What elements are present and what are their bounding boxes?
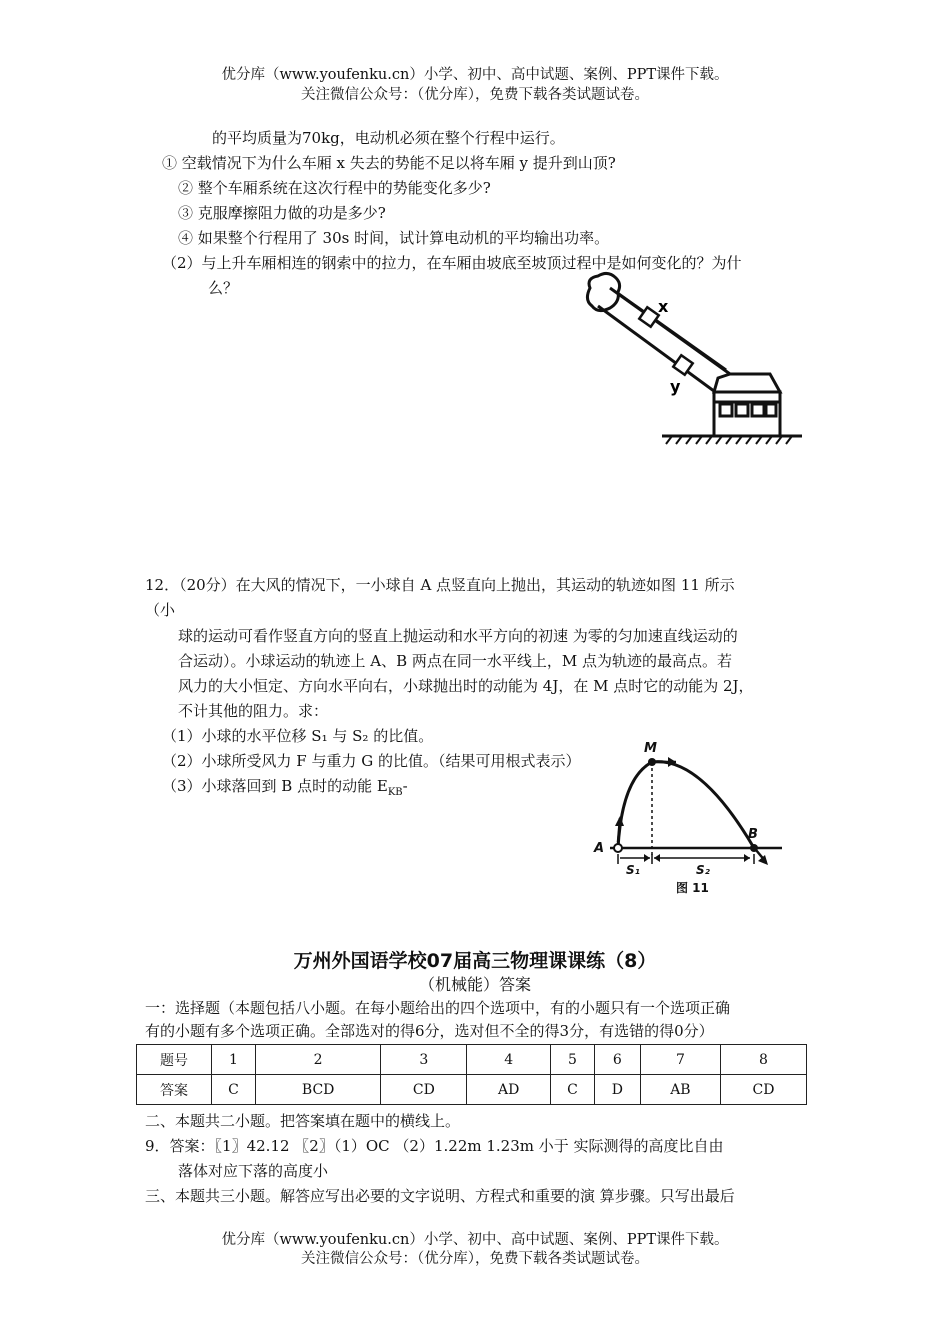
table-cell: C xyxy=(212,1075,256,1105)
table-cell: 7 xyxy=(640,1045,720,1075)
header-line-2: 关注微信公众号：（优分库），免费下载各类试题试卷。 xyxy=(301,87,649,103)
table-header-number: 题号 xyxy=(137,1045,212,1075)
trajectory-figure xyxy=(590,738,790,898)
q12-line-2: 球的运动可看作竖直方向的竖直上抛运动和水平方向的初速 为零的匀加速直线运动的 xyxy=(178,627,738,645)
q11-continuation: 的平均质量为70kg，电动机必须在整个行程中运行。 xyxy=(212,129,565,147)
q12-line-3: 合运动）。小球运动的轨迹上 A、B 两点在同一水平线上，M 点为轨迹的最高点。若 xyxy=(178,652,733,670)
cable-car-figure xyxy=(580,270,810,450)
q12-part-2: （2）小球所受风力 F 与重力 G 的比值。（结果可用根式表示） xyxy=(162,752,581,770)
section-2: 二、本题共二小题。把答案填在题中的横线上。 xyxy=(145,1112,461,1130)
car-x-label: x xyxy=(658,297,669,316)
label-S1: S₁ xyxy=(626,863,640,877)
q11-sub-1: ① 空载情况下为什么车厢 x 失去的势能不足以将车厢 y 提升到山顶? xyxy=(162,154,616,172)
q11-part-2-cont: 么？ xyxy=(208,279,239,297)
table-cell: 6 xyxy=(594,1045,640,1075)
table-cell: 5 xyxy=(551,1045,595,1075)
table-cell: D xyxy=(594,1075,640,1105)
answer-title: 万州外国语学校07届高三物理课课练（8） xyxy=(293,950,657,972)
label-M: M xyxy=(644,741,657,756)
q12-line-5: 不计其他的阻力。求： xyxy=(178,702,329,720)
section-1-line-2: 有的小题有多个选项正确。全部选对的得6分，选对但不全的得3分，有选错的得0分） xyxy=(145,1022,714,1040)
table-cell: 4 xyxy=(467,1045,551,1075)
section-3: 三、本题共三小题。解答应写出必要的文字说明、方程式和重要的演 算步骤。只写出最后 xyxy=(145,1187,735,1205)
car-y-label: y xyxy=(670,377,681,396)
table-header-answer: 答案 xyxy=(137,1075,212,1105)
label-A: A xyxy=(594,841,605,856)
table-row-numbers xyxy=(137,1045,807,1075)
table-cell: 8 xyxy=(721,1045,807,1075)
table-cell: 1 xyxy=(212,1045,256,1075)
q12-line-1b: （小 xyxy=(145,601,176,619)
answer-9-line-1: 9．答案：〖1〗42.12 〖2〗（1）OC （2）1.22m 1.23m 小于 实际测得的高度比自由 xyxy=(145,1137,724,1155)
table-cell: AD xyxy=(467,1075,551,1105)
table-cell: 2 xyxy=(255,1045,380,1075)
table-row-answers xyxy=(137,1075,807,1105)
answer-table xyxy=(136,1044,807,1105)
footer-line-1: 优分库（www.youfenku.cn）小学、初中、高中试题、案例、PPT课件下载。 xyxy=(221,1232,729,1248)
table-cell: 3 xyxy=(381,1045,467,1075)
q12-line-1: 12．（20分）在大风的情况下，一小球自 A 点竖直向上抛出，其运动的轨迹如图 11 所示 xyxy=(145,576,735,594)
section-1-line-1: 一：选择题（本题包括八小题。在每小题给出的四个选项中，有的小题只有一个选项正确 xyxy=(145,999,731,1017)
table-cell: C xyxy=(551,1075,595,1105)
answer-subtitle: （机械能）答案 xyxy=(418,975,531,994)
table-cell: CD xyxy=(721,1075,807,1105)
answer-9-line-2: 落体对应下落的高度小 xyxy=(178,1162,329,1180)
label-S2: S₂ xyxy=(696,863,710,877)
header-line-1: 优分库（www.youfenku.cn）小学、初中、高中试题、案例、PPT课件下载。 xyxy=(221,67,729,83)
table-cell: BCD xyxy=(255,1075,380,1105)
figure-caption: 图 11 xyxy=(676,881,709,895)
q12-part-3: （3）小球落回到 B 点时的动能 $E_{KB}-$ xyxy=(162,777,408,798)
footer-line-2: 关注微信公众号：（优分库），免费下载各类试题试卷。 xyxy=(301,1251,649,1267)
q11-part-2: （2）与上升车厢相连的钢索中的拉力，在车厢由坡底至坡顶过程中是如何变化的？为什 xyxy=(162,254,742,272)
label-B: B xyxy=(748,827,758,842)
q11-sub-3: ③ 克服摩擦阻力做的功是多少? xyxy=(178,204,386,222)
table-cell: AB xyxy=(640,1075,720,1105)
table-cell: CD xyxy=(381,1075,467,1105)
q11-sub-2: ② 整个车厢系统在这次行程中的势能变化多少? xyxy=(178,179,491,197)
q12-line-4: 风力的大小恒定、方向水平向右，小球抛出时的动能为 4J，在 M 点时它的动能为 2J， xyxy=(178,677,754,695)
q11-sub-4: ④ 如果整个行程用了 30s 时间，试计算电动机的平均输出功率。 xyxy=(178,229,610,247)
q12-part-1: （1）小球的水平位移 S₁ 与 S₂ 的比值。 xyxy=(162,727,434,745)
